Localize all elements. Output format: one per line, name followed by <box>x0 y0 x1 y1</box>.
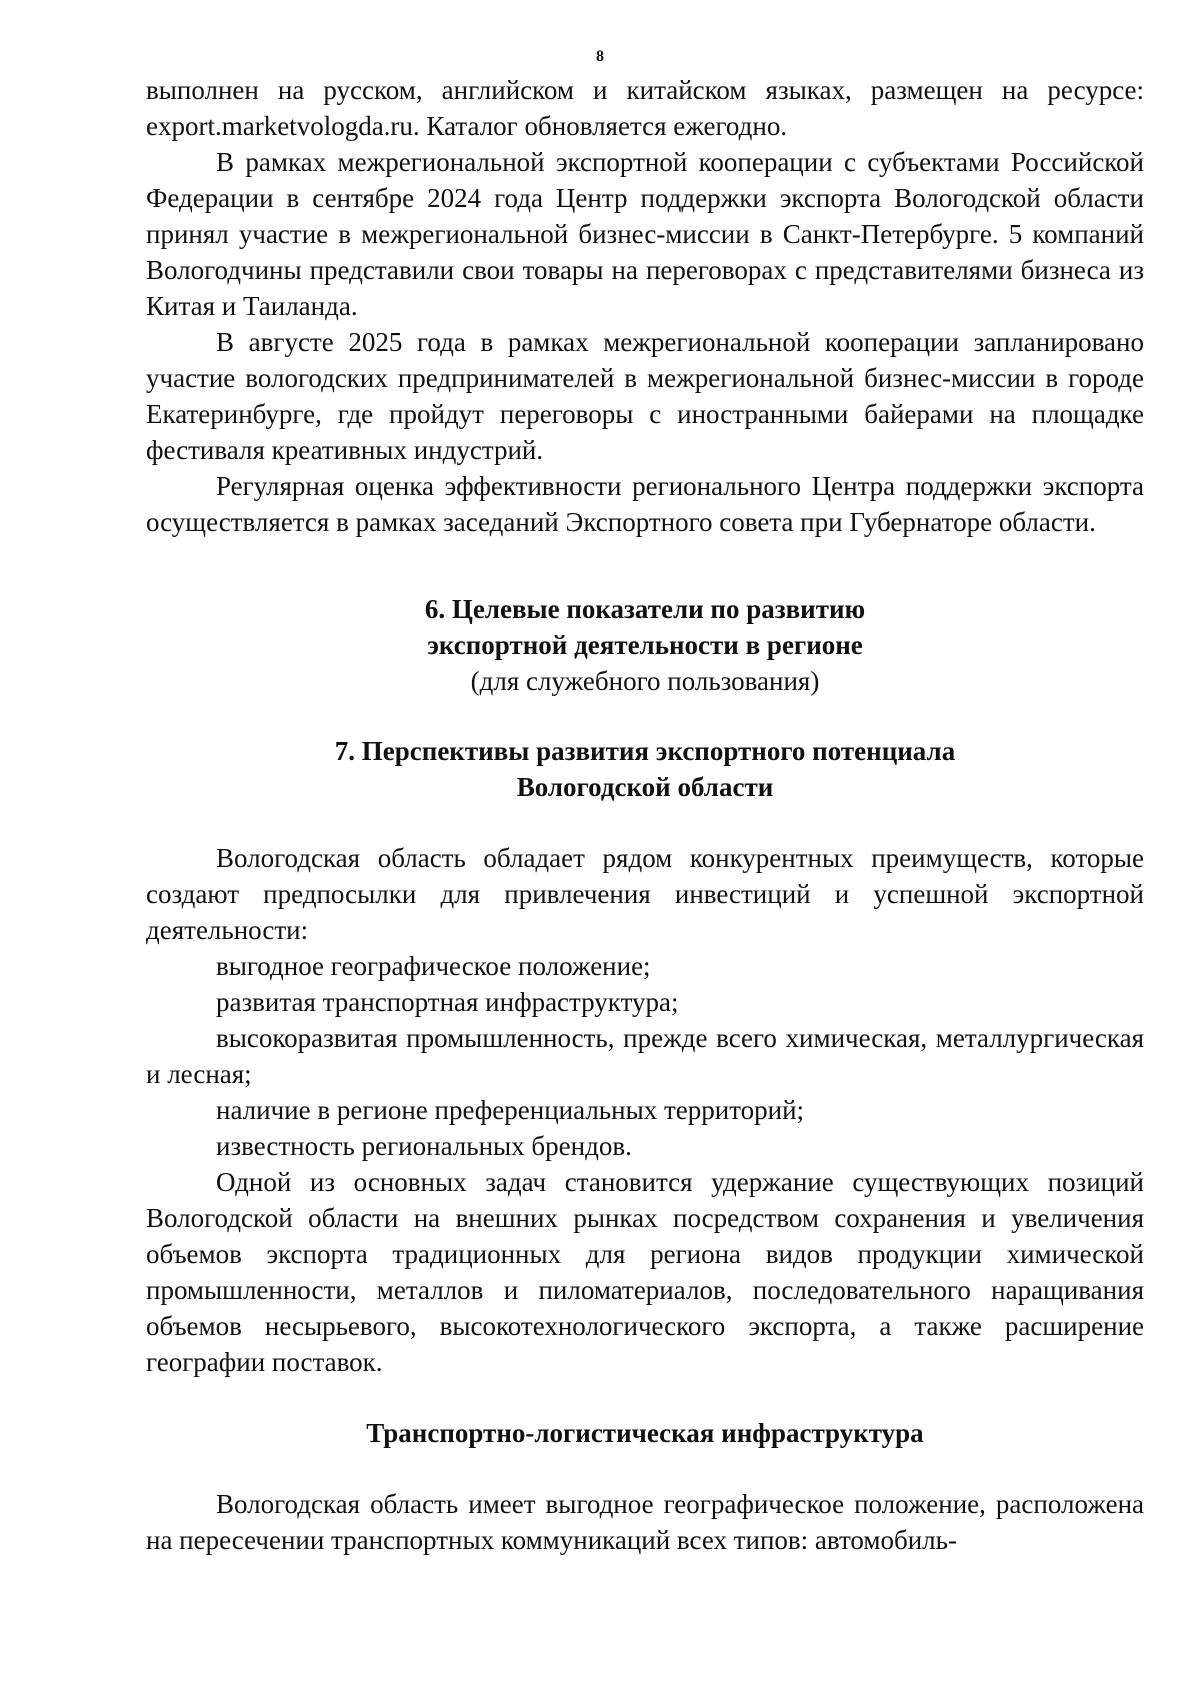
advantage-list-item: выгодное географическое положение; <box>216 951 651 981</box>
section-6-note: (для служебного пользования) <box>470 666 820 696</box>
paragraph-business-mission-ekb: В августе 2025 года в рамках межрегиональной кооперации запланировано участие вологодских предпринимателей в межрегиональной бизнес-миссии в городе Екатеринбурге, где пройдут переговоры с иностранными байерами на площадке фестиваля креативных индустрий. <box>146 327 1144 465</box>
page-body <box>146 72 1144 1558</box>
advantage-list-item: высокоразвитая промышленность, прежде всего химическая, металлургическая и лесная; <box>146 1023 1144 1089</box>
page-number: 8 <box>596 48 604 65</box>
paragraph-evaluation: Регулярная оценка эффективности регионального Центра поддержки экспорта осуществляется в рамках заседаний Экспортного совета при Губернаторе области. <box>146 471 1144 537</box>
section-6-title-line-1: 6. Целевые показатели по развитию <box>424 594 866 624</box>
transport-section-title: Транспортно-логистическая инфраструктура <box>366 1418 924 1448</box>
transport-paragraph: Вологодская область имеет выгодное географическое положение, расположена на пересечении транспортных коммуникаций всех типов: автомобиль- <box>146 1489 1144 1555</box>
continued-paragraph: выполнен на русском, английском и китайском языках, размещен на ресурсе: export.marketvologda.ru. Каталог обновляется ежегодно. <box>146 75 1144 141</box>
advantage-list-item: известность региональных брендов. <box>216 1131 632 1161</box>
section-7-title-line-2: Вологодской области <box>516 772 774 802</box>
section-7-title-line-1: 7. Перспективы развития экспортного потенциала <box>334 736 956 766</box>
paragraph-business-mission-spb: В рамках межрегиональной экспортной кооперации с субъектами Российской Федерации в сентябре 2024 года Центр поддержки экспорта Вологодской области принял участие в межрегиональной бизнес-миссии в Санкт-Петербурге. 5 компаний Вологодчины представили свои товары на переговорах с представителями бизнеса из Китая и Таиланда. <box>146 147 1144 321</box>
advantage-list-item: развитая транспортная инфраструктура; <box>216 987 679 1017</box>
advantage-list-item: наличие в регионе преференциальных территорий; <box>216 1095 805 1125</box>
section-7-intro: Вологодская область обладает рядом конкурентных преимуществ, которые создают предпосылки для привлечения инвестиций и успешной экспортной деятельности: <box>146 843 1144 945</box>
section-6-title-line-2: экспортной деятельности в регионе <box>427 630 863 660</box>
section-7-conclusion: Одной из основных задач становится удержание существующих позиций Вологодской области на внешних рынках посредством сохранения и увеличения объемов экспорта традиционных для региона видов продукции химической промышленности, металлов и пиломатериалов, последовательного наращивания объемов несырьевого, высокотехнологического экспорта, а также расширение географии поставок. <box>146 1167 1144 1377</box>
